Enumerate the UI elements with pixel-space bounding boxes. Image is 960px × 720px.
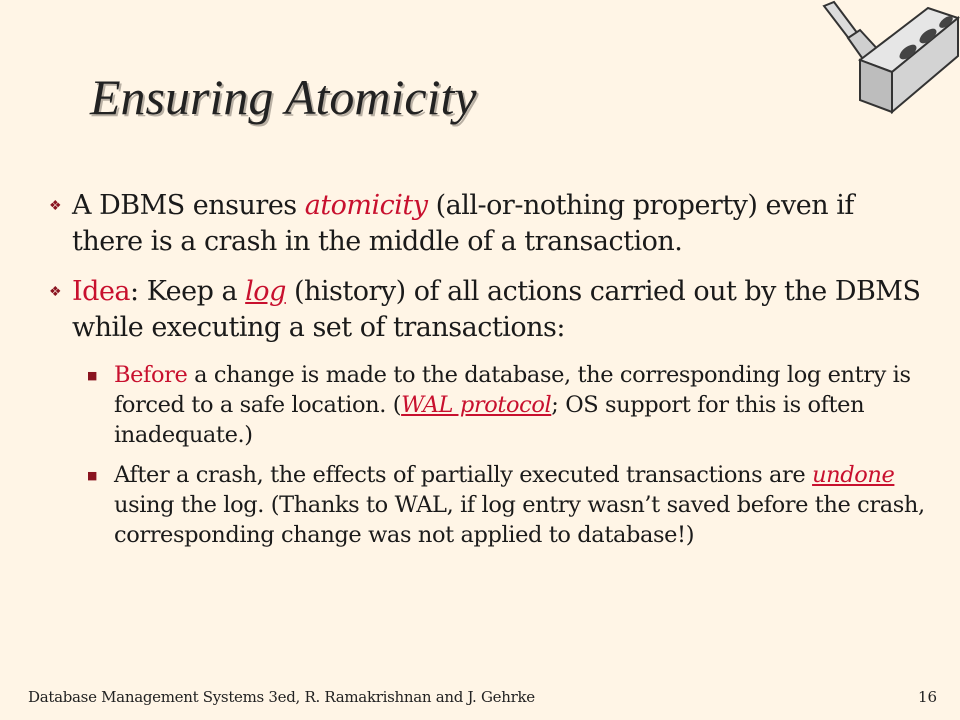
- term-log: log: [245, 276, 286, 307]
- diamond-bullet-icon: ❖: [49, 198, 62, 214]
- subbullet-before: [45, 360, 925, 450]
- term-wal-protocol: WAL protocol: [401, 392, 552, 418]
- term-atomicity: atomicity: [304, 190, 428, 221]
- footer-citation: Database Management Systems 3ed, R. Ramakrishnan and J. Gehrke: [28, 688, 535, 706]
- bullet-text: (all-or-nothing property) even if there is a crash in the middle of a transaction.: [72, 190, 854, 257]
- term-undone: undone: [812, 462, 895, 488]
- page-number: 16: [918, 688, 938, 706]
- subbullet-text: ; OS support for this is often inadequate.): [114, 392, 865, 448]
- bullet-text: : Keep a: [130, 276, 246, 307]
- subbullet-after-crash: [45, 460, 925, 550]
- bullet-atomicity: [45, 188, 925, 260]
- subbullet-text: a change is made to the database, the corresponding log entry is forced to a safe location. (: [114, 362, 911, 418]
- diamond-bullet-icon: ❖: [49, 284, 62, 300]
- subbullet-text: using the log. (Thanks to WAL, if log entry wasn’t saved before the crash, corresponding change was not applied to database!): [114, 492, 925, 548]
- bullet-text: (history) of all actions carried out by the DBMS while executing a set of transactions:: [72, 276, 921, 343]
- slide-title: Ensuring Atomicity: [90, 69, 477, 125]
- term-idea: Idea: [72, 276, 131, 307]
- square-bullet-icon: ■: [87, 369, 97, 382]
- brick-and-trowel-icon: [812, 0, 960, 116]
- term-before: Before: [114, 362, 188, 388]
- bullet-text: A DBMS ensures: [72, 190, 305, 221]
- square-bullet-icon: ■: [87, 469, 97, 482]
- subbullet-text: After a crash, the effects of partially executed transactions are: [114, 462, 813, 488]
- bullet-idea: [45, 274, 925, 346]
- slide-content: [45, 188, 925, 560]
